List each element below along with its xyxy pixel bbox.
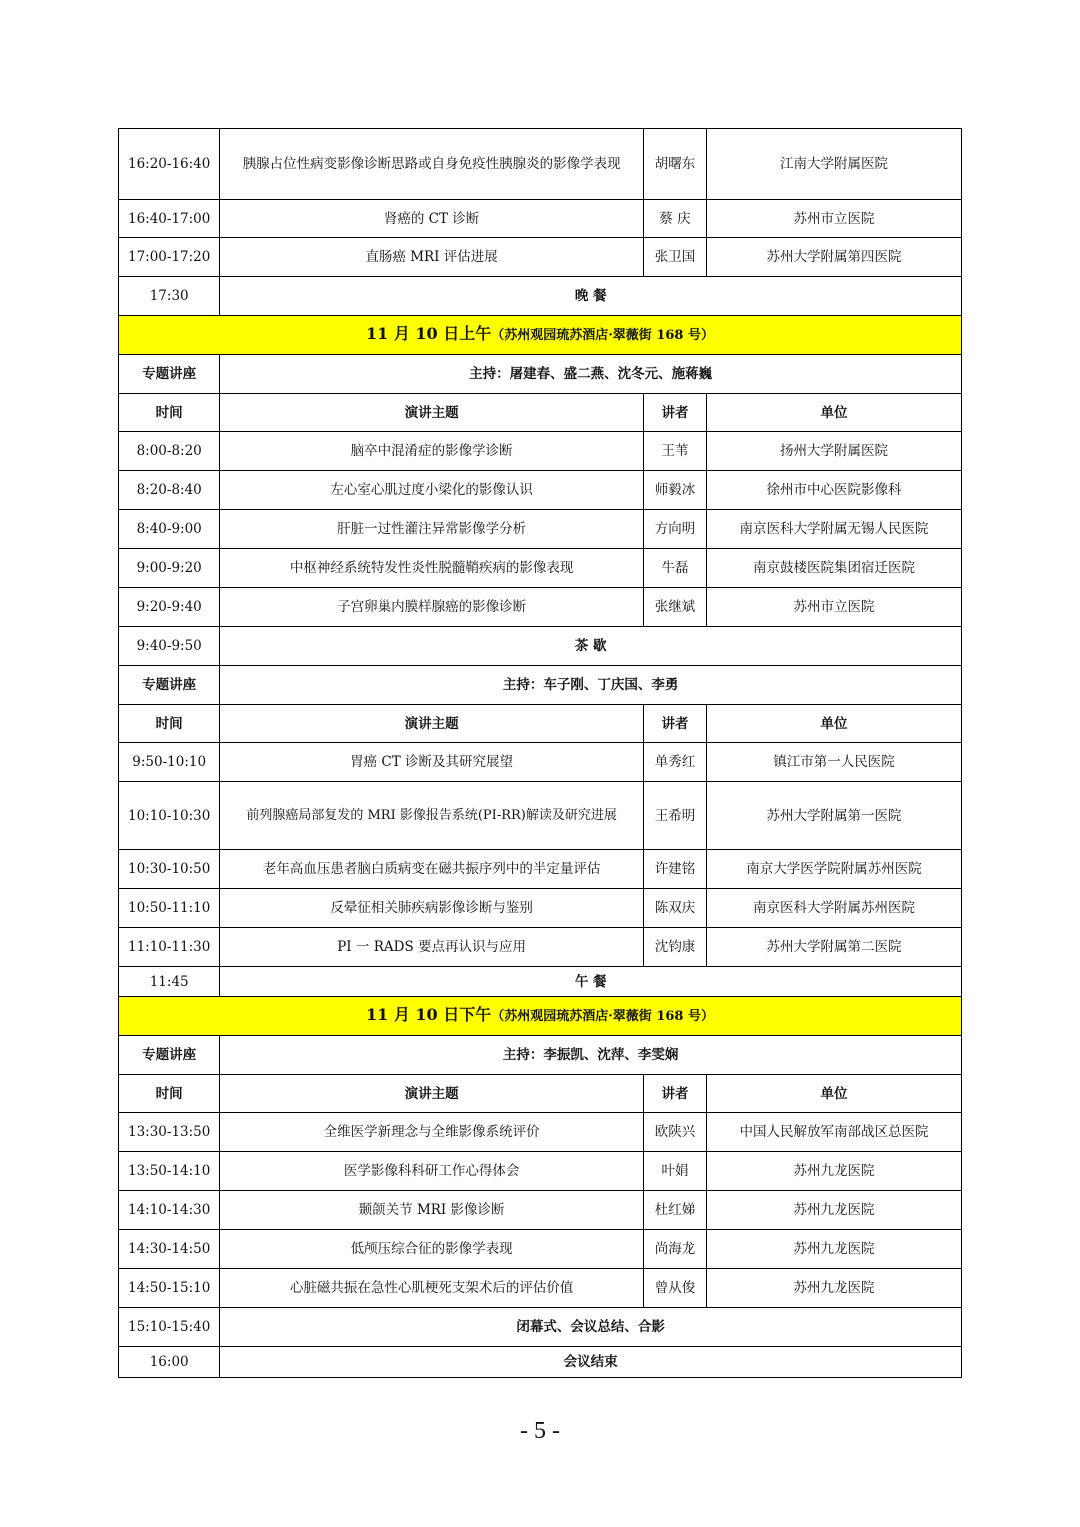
session-label: 专题讲座	[119, 1036, 220, 1075]
column-header-speaker: 讲者	[643, 1075, 706, 1113]
unit-cell: 苏州九龙医院	[707, 1269, 962, 1308]
topic-cell: 反晕征相关肺疾病影像诊断与鉴别	[220, 889, 644, 928]
column-header-speaker: 讲者	[643, 705, 706, 743]
time-cell: 13:30-13:50	[119, 1113, 220, 1152]
time-cell: 15:10-15:40	[119, 1308, 220, 1347]
table-row	[119, 588, 962, 627]
time-cell: 16:20-16:40	[119, 129, 220, 200]
unit-cell: 南京医科大学附属无锡人民医院	[707, 510, 962, 549]
speaker-cell: 尚海龙	[643, 1230, 706, 1269]
table-row	[119, 1269, 962, 1308]
unit-cell: 苏州九龙医院	[707, 1230, 962, 1269]
unit-cell: 苏州大学附属第二医院	[707, 928, 962, 967]
event-label: 晚 餐	[220, 277, 962, 316]
column-header-topic: 演讲主题	[220, 394, 644, 432]
time-cell: 16:40-17:00	[119, 200, 220, 238]
topic-cell: 低颅压综合征的影像学表现	[220, 1230, 644, 1269]
time-cell: 9:20-9:40	[119, 588, 220, 627]
column-header-row	[119, 1075, 962, 1113]
session-hosts: 主持：车子刚、丁庆国、李勇	[220, 666, 962, 705]
time-cell: 8:40-9:00	[119, 510, 220, 549]
table-row	[119, 549, 962, 588]
column-header-time: 时间	[119, 1075, 220, 1113]
speaker-cell: 师毅冰	[643, 471, 706, 510]
session-row	[119, 355, 962, 394]
table-row	[119, 1113, 962, 1152]
topic-cell: 中枢神经系统特发性炎性脱髓鞘疾病的影像表现	[220, 549, 644, 588]
table-row	[119, 238, 962, 277]
session-row	[119, 666, 962, 705]
speaker-cell: 许建铭	[643, 850, 706, 889]
time-cell: 17:30	[119, 277, 220, 316]
day-location: （苏州观园琉苏酒店·翠薇街 168 号）	[491, 328, 714, 343]
day-title: 11 月 10 日下午	[366, 1005, 492, 1024]
session-label: 专题讲座	[119, 666, 220, 705]
event-row	[119, 1347, 962, 1378]
day-location: （苏州观园琉苏酒店·翠薇街 168 号）	[491, 1009, 714, 1024]
table-row	[119, 850, 962, 889]
column-header-row	[119, 394, 962, 432]
speaker-cell: 张继斌	[643, 588, 706, 627]
event-label: 闭幕式、会议总结、合影	[220, 1308, 962, 1347]
unit-cell: 苏州大学附属第一医院	[707, 782, 962, 850]
event-label: 会议结束	[220, 1347, 962, 1378]
time-cell: 17:00-17:20	[119, 238, 220, 277]
topic-cell: 左心室心肌过度小梁化的影像认识	[220, 471, 644, 510]
topic-cell: 直肠癌 MRI 评估进展	[220, 238, 644, 277]
column-header-unit: 单位	[707, 1075, 962, 1113]
table-row	[119, 1191, 962, 1230]
time-cell: 14:10-14:30	[119, 1191, 220, 1230]
speaker-cell: 单秀红	[643, 743, 706, 782]
table-row	[119, 200, 962, 238]
column-header-topic: 演讲主题	[220, 705, 644, 743]
unit-cell: 南京大学医学院附属苏州医院	[707, 850, 962, 889]
day-title: 11 月 10 日上午	[366, 324, 492, 343]
column-header-time: 时间	[119, 394, 220, 432]
event-label: 午 餐	[220, 967, 962, 997]
table-row	[119, 743, 962, 782]
table-row	[119, 889, 962, 928]
time-cell: 11:45	[119, 967, 220, 997]
topic-cell: 胃癌 CT 诊断及其研究展望	[220, 743, 644, 782]
table-row	[119, 928, 962, 967]
speaker-cell: 杜红娣	[643, 1191, 706, 1230]
speaker-cell: 张卫国	[643, 238, 706, 277]
topic-cell: 颞颌关节 MRI 影像诊断	[220, 1191, 644, 1230]
topic-cell: PI 一 RADS 要点再认识与应用	[220, 928, 644, 967]
speaker-cell: 欧陕兴	[643, 1113, 706, 1152]
time-cell: 14:30-14:50	[119, 1230, 220, 1269]
session-label: 专题讲座	[119, 355, 220, 394]
table-row	[119, 471, 962, 510]
column-header-speaker: 讲者	[643, 394, 706, 432]
time-cell: 9:50-10:10	[119, 743, 220, 782]
day-header-row	[119, 316, 962, 355]
speaker-cell: 曾从俊	[643, 1269, 706, 1308]
speaker-cell: 叶娟	[643, 1152, 706, 1191]
topic-cell: 全维医学新理念与全维影像系统评价	[220, 1113, 644, 1152]
topic-cell: 前列腺癌局部复发的 MRI 影像报告系统(PI-RR)解读及研究进展	[220, 782, 644, 850]
schedule-table	[118, 128, 962, 1378]
topic-cell: 肝脏一过性灌注异常影像学分析	[220, 510, 644, 549]
time-cell: 11:10-11:30	[119, 928, 220, 967]
speaker-cell: 方向明	[643, 510, 706, 549]
speaker-cell: 王苇	[643, 432, 706, 471]
column-header-unit: 单位	[707, 705, 962, 743]
session-hosts: 主持：李振凯、沈萍、李雯娴	[220, 1036, 962, 1075]
event-row	[119, 627, 962, 666]
table-row	[119, 432, 962, 471]
topic-cell: 子宫卵巢内膜样腺癌的影像诊断	[220, 588, 644, 627]
topic-cell: 老年高血压患者脑白质病变在磁共振序列中的半定量评估	[220, 850, 644, 889]
column-header-unit: 单位	[707, 394, 962, 432]
unit-cell: 苏州大学附属第四医院	[707, 238, 962, 277]
day-header	[119, 997, 962, 1036]
topic-cell: 医学影像科科研工作心得体会	[220, 1152, 644, 1191]
unit-cell: 苏州市立医院	[707, 200, 962, 238]
unit-cell: 南京鼓楼医院集团宿迁医院	[707, 549, 962, 588]
speaker-cell: 沈钧康	[643, 928, 706, 967]
time-cell: 9:00-9:20	[119, 549, 220, 588]
unit-cell: 苏州九龙医院	[707, 1152, 962, 1191]
time-cell: 16:00	[119, 1347, 220, 1378]
unit-cell: 苏州九龙医院	[707, 1191, 962, 1230]
unit-cell: 南京医科大学附属苏州医院	[707, 889, 962, 928]
unit-cell: 镇江市第一人民医院	[707, 743, 962, 782]
day-header-row	[119, 997, 962, 1036]
table-row	[119, 510, 962, 549]
session-row	[119, 1036, 962, 1075]
event-row	[119, 967, 962, 997]
event-row	[119, 1308, 962, 1347]
page-number: - 5 -	[520, 1418, 560, 1444]
topic-cell: 肾癌的 CT 诊断	[220, 200, 644, 238]
unit-cell: 江南大学附属医院	[707, 129, 962, 200]
unit-cell: 苏州市立医院	[707, 588, 962, 627]
day-header	[119, 316, 962, 355]
topic-cell: 心脏磁共振在急性心肌梗死支架术后的评估价值	[220, 1269, 644, 1308]
table-row	[119, 1152, 962, 1191]
unit-cell: 徐州市中心医院影像科	[707, 471, 962, 510]
event-row	[119, 277, 962, 316]
table-row	[119, 782, 962, 850]
time-cell: 10:50-11:10	[119, 889, 220, 928]
session-hosts: 主持：屠建春、盛二燕、沈冬元、施蒋巍	[220, 355, 962, 394]
time-cell: 8:00-8:20	[119, 432, 220, 471]
speaker-cell: 蔡 庆	[643, 200, 706, 238]
time-cell: 8:20-8:40	[119, 471, 220, 510]
topic-cell: 脑卒中混淆症的影像学诊断	[220, 432, 644, 471]
event-label: 茶 歇	[220, 627, 962, 666]
topic-cell: 胰腺占位性病变影像诊断思路或自身免疫性胰腺炎的影像学表现	[220, 129, 644, 200]
time-cell: 10:30-10:50	[119, 850, 220, 889]
time-cell: 14:50-15:10	[119, 1269, 220, 1308]
time-cell: 10:10-10:30	[119, 782, 220, 850]
table-row	[119, 1230, 962, 1269]
column-header-time: 时间	[119, 705, 220, 743]
speaker-cell: 牛磊	[643, 549, 706, 588]
time-cell: 9:40-9:50	[119, 627, 220, 666]
speaker-cell: 陈双庆	[643, 889, 706, 928]
unit-cell: 扬州大学附属医院	[707, 432, 962, 471]
speaker-cell: 胡曙东	[643, 129, 706, 200]
time-cell: 13:50-14:10	[119, 1152, 220, 1191]
unit-cell: 中国人民解放军南部战区总医院	[707, 1113, 962, 1152]
table-row	[119, 129, 962, 200]
speaker-cell: 王希明	[643, 782, 706, 850]
column-header-row	[119, 705, 962, 743]
column-header-topic: 演讲主题	[220, 1075, 644, 1113]
